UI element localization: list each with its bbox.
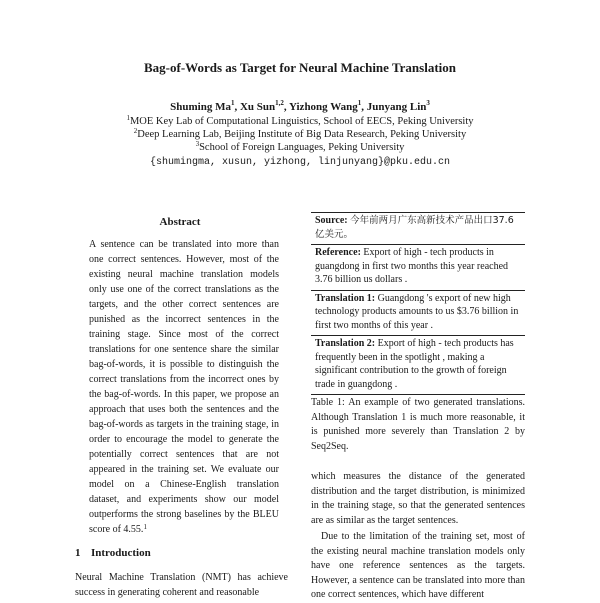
row-label: Translation 2: bbox=[315, 338, 376, 349]
row-text: Export of high - tech products in guangdong in first two months this year reached 3.76 billion us dollars . bbox=[315, 247, 509, 285]
affiliation-line bbox=[0, 142, 600, 153]
affiliation-line bbox=[0, 116, 600, 127]
row-text: 今年前两月广东高新技术产品出口37.6亿美元。 bbox=[315, 215, 514, 240]
affil-mark: 2 bbox=[133, 127, 138, 135]
author-name: Yizhong Wang bbox=[288, 101, 358, 113]
table-caption: Table 1: An example of two generated translations. Although Translation 1 is much more reasonable, it is punished more severely than Translation 2 by Seq2Seq. bbox=[311, 397, 525, 452]
footnote-mark: 1 bbox=[143, 523, 147, 531]
paragraph: Due to the limitation of the training set, most of the existing neural machine translation models only have one reference sentences as the targets. However, a sentence can be translated into more than one correct sentences, which have different bbox=[311, 531, 525, 600]
row-text: Guangdong 's export of new high technology products amounts to us $3.76 billion in first two months of this year . bbox=[315, 292, 519, 331]
author-affil-mark: 3 bbox=[426, 99, 430, 107]
table-row-translation-2 bbox=[311, 336, 525, 395]
author-list: Shuming Ma$^1$, Xu Sun$^{1,2}$, Yizhong Wang$^1$, Junyang Lin$^3$ bbox=[170, 99, 430, 113]
row-label: Reference: bbox=[315, 247, 361, 258]
affiliation-text: School of Foreign Languages, Peking University bbox=[199, 142, 405, 153]
affil-mark: 3 bbox=[195, 140, 200, 148]
author-name: Junyang Lin bbox=[366, 101, 427, 113]
affil-mark: 1 bbox=[126, 114, 130, 122]
author-emails: {shumingma, xusun, yizhong, linjunyang}@pku.edu.cn bbox=[149, 157, 451, 168]
example-table bbox=[311, 212, 525, 395]
right-column-text bbox=[311, 470, 525, 603]
abstract-heading: Abstract bbox=[159, 216, 201, 228]
author-name: Xu Sun bbox=[239, 101, 276, 113]
section-title: Introduction bbox=[91, 547, 151, 559]
section-number: 1 bbox=[75, 547, 81, 559]
affiliation-text: Deep Learning Lab, Beijing Institute of Big Data Research, Peking University bbox=[137, 129, 467, 140]
abstract-text: A sentence can be translated into more than one correct sentences. However, most of the existing neural machine translation models only use one of the correct translations as the targets, and the other correct sentences are punished as the incorrect sentences in the training stage. Since most of the correct translations for one sentence share the similar bag-of-words, it is possible to distinguish the correct translations from the incorrect ones by the bag-of-words. In this paper, we propose an approach that uses both the sentences and the bag-of-words as targets in the training stage, in order to encourage the model to generate the potentially correct sentences that are not appeared in the training set. We evaluate our model on a Chinese-English translation dataset, and experiments show our model outperforms the strong baselines by the BLEU score of 4.55. bbox=[89, 239, 279, 535]
author-affil-mark: 1 bbox=[357, 99, 362, 107]
table-row-translation-1 bbox=[311, 291, 525, 337]
author-affil-mark: 1 bbox=[230, 99, 235, 107]
affiliation-text: MOE Key Lab of Computational Linguistics, School of EECS, Peking University bbox=[129, 116, 474, 127]
abstract-body bbox=[89, 237, 279, 537]
row-text: Export of high - tech products has frequently been in the spotlight , making a significant contribution to the growth of foreign trade in guangdong . bbox=[315, 338, 514, 390]
affiliation-line bbox=[0, 129, 600, 140]
author-affil-mark: 1,2 bbox=[275, 99, 284, 107]
paragraph: which measures the distance of the generated distribution and the target distribution, is minimized in the training stage, so that the generated sentences are as similar as the target sentences. bbox=[311, 471, 525, 526]
row-label: Translation 1: bbox=[315, 292, 376, 304]
author-name: Shuming Ma bbox=[170, 101, 231, 113]
row-label: Source: bbox=[315, 215, 348, 226]
paper-title: Bag-of-Words as Target for Neural Machine Translation bbox=[144, 60, 456, 75]
table-row-source bbox=[311, 213, 525, 245]
section-heading-introduction bbox=[75, 547, 151, 559]
table-row-reference bbox=[311, 245, 525, 291]
introduction-text: Neural Machine Translation (NMT) has achieve success in generating coherent and reasonable bbox=[75, 572, 288, 598]
